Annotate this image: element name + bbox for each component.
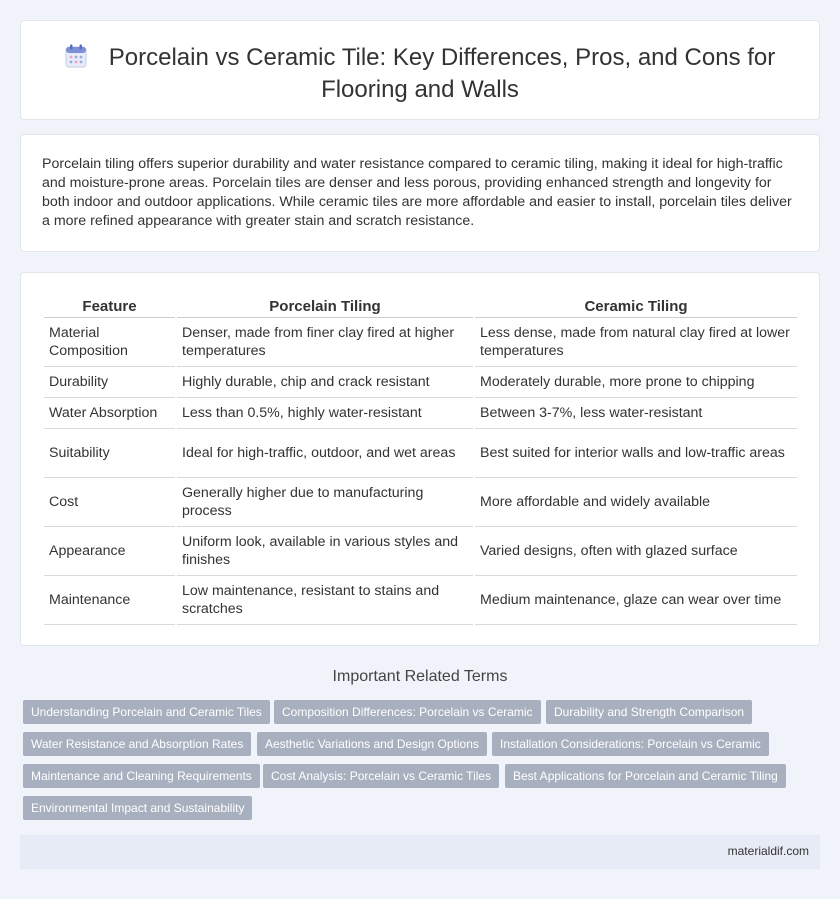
page-title <box>21 43 819 104</box>
table-row <box>44 576 797 625</box>
feature-cell: Cost <box>44 478 175 527</box>
ceramic-cell: Best suited for interior walls and low-traffic areas <box>475 429 797 478</box>
page-title-line-1: Porcelain vs Ceramic Tile: Key Differences, Pros, and Cons for <box>108 44 776 71</box>
feature-cell: Maintenance <box>44 576 175 625</box>
porcelain-cell: Highly durable, chip and crack resistant <box>177 367 473 398</box>
table-row <box>44 398 797 429</box>
table-row <box>44 367 797 398</box>
table-header-row <box>44 298 797 318</box>
porcelain-cell: Generally higher due to manufacturing process <box>177 478 473 527</box>
porcelain-cell: Uniform look, available in various styles and finishes <box>177 527 473 576</box>
feature-cell: Water Absorption <box>44 398 175 429</box>
related-term-tag[interactable]: Aesthetic Variations and Design Options <box>257 732 487 756</box>
comparison-table <box>42 298 799 625</box>
column-header-porcelain: Porcelain Tiling <box>177 298 473 318</box>
related-terms-title: Important Related Terms <box>332 668 508 685</box>
footer <box>20 835 820 869</box>
feature-cell: Suitability <box>44 429 175 478</box>
intro-card <box>20 134 820 252</box>
related-term-tag[interactable]: Environmental Impact and Sustainability <box>23 796 252 820</box>
ceramic-cell: More affordable and widely available <box>475 478 797 527</box>
ceramic-cell: Less dense, made from natural clay fired at lower temperatures <box>475 318 797 367</box>
related-term-tag[interactable]: Understanding Porcelain and Ceramic Tiles <box>23 700 270 724</box>
table-row <box>44 429 797 478</box>
column-header-feature: Feature <box>44 298 175 318</box>
feature-cell: Durability <box>44 367 175 398</box>
header-card <box>20 20 820 120</box>
ceramic-cell: Medium maintenance, glaze can wear over time <box>475 576 797 625</box>
intro-paragraph: Porcelain tiling offers superior durability and water resistance compared to ceramic tiling, making it ideal for high-traffic and moisture-prone areas. Porcelain tiles are denser and less porous, providing enhanced strength and longevity for both indoor and outdoor applications. While ceramic tiles are more affordable and easier to install, porcelain tiles deliver a more refined appearance with greater stain and scratch resistance. <box>42 156 792 229</box>
page-title-line-2: Flooring and Walls <box>321 76 519 103</box>
porcelain-cell: Low maintenance, resistant to stains and scratches <box>177 576 473 625</box>
related-term-tag[interactable]: Composition Differences: Porcelain vs Ceramic <box>274 700 541 724</box>
ceramic-cell: Varied designs, often with glazed surface <box>475 527 797 576</box>
porcelain-cell: Denser, made from finer clay fired at higher temperatures <box>177 318 473 367</box>
related-term-tag[interactable]: Best Applications for Porcelain and Ceramic Tiling <box>505 764 786 788</box>
calendar-icon <box>65 44 87 75</box>
porcelain-cell: Less than 0.5%, highly water-resistant <box>177 398 473 429</box>
feature-cell: Material Composition <box>44 318 175 367</box>
column-header-ceramic: Ceramic Tiling <box>475 298 797 318</box>
ceramic-cell: Moderately durable, more prone to chipping <box>475 367 797 398</box>
table-row <box>44 478 797 527</box>
feature-cell: Appearance <box>44 527 175 576</box>
porcelain-cell: Ideal for high-traffic, outdoor, and wet areas <box>177 429 473 478</box>
table-row <box>44 318 797 367</box>
footer-site-link[interactable]: materialdif.com <box>727 844 809 858</box>
related-term-tag[interactable]: Maintenance and Cleaning Requirements <box>23 764 260 788</box>
comparison-table-card <box>20 272 820 646</box>
table-row <box>44 527 797 576</box>
related-term-tag[interactable]: Cost Analysis: Porcelain vs Ceramic Tiles <box>263 764 499 788</box>
related-term-tag[interactable]: Installation Considerations: Porcelain vs Ceramic <box>492 732 769 756</box>
ceramic-cell: Between 3-7%, less water-resistant <box>475 398 797 429</box>
related-term-tag[interactable]: Durability and Strength Comparison <box>546 700 752 724</box>
related-term-tag[interactable]: Water Resistance and Absorption Rates <box>23 732 251 756</box>
